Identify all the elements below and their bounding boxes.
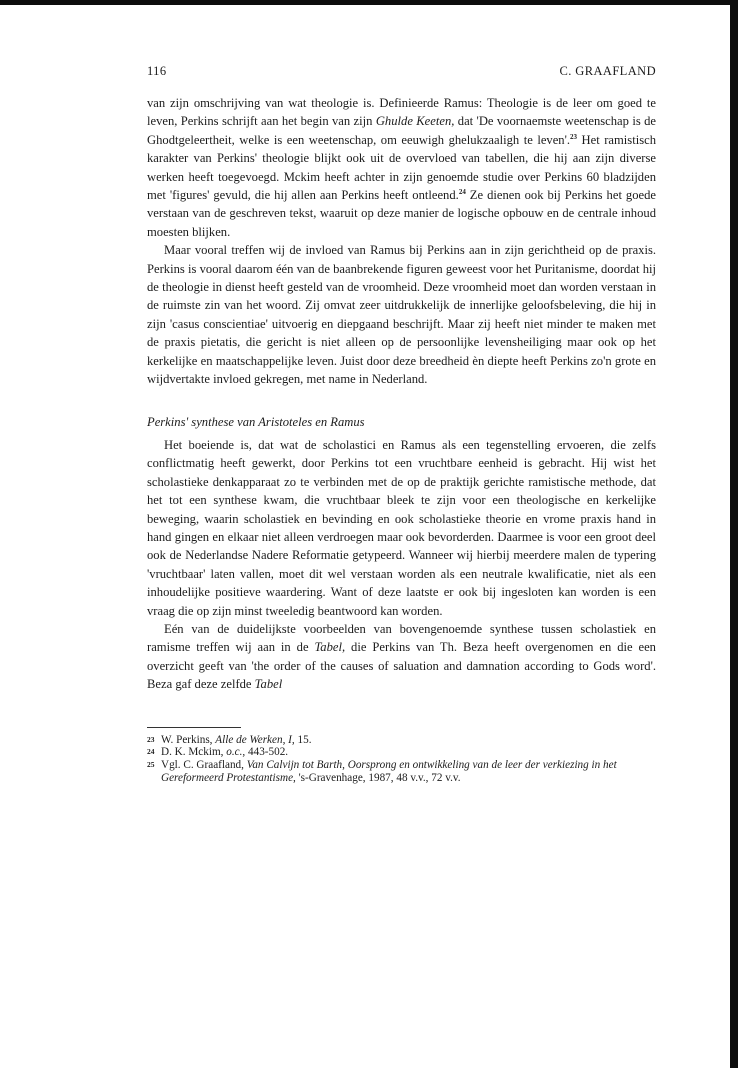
footnote-ref[interactable]: 23 [570, 132, 578, 141]
italic-text: Tabel, [314, 640, 346, 655]
footnote [147, 746, 656, 759]
book-page [147, 64, 656, 785]
footnote-rule [147, 727, 241, 728]
italic-text: Van Calvijn tot Barth, Oorsprong en ontwikkeling van de leer der verkiezing in het Gereformeerd Protestantisme, [161, 759, 617, 784]
text-run: Eén van de duidelijkste voorbeelden van bovengenoemde synthese tussen scholastiek en ramisme treffen wij aan in de [147, 621, 656, 655]
text-run: Vgl. C. Graafland, [161, 759, 247, 772]
footnote-text [161, 759, 656, 785]
scan-border-right [730, 0, 738, 1068]
paragraph-group-intro [147, 94, 656, 389]
text-run: Het boeiende is, dat wat de scholastici en Ramus als een tegenstelling ervoeren, die zelfs conflictmatig heeft gewerkt, door Perkins tot een vruchtbare eenheid is gebracht. Hij wist het scholastieke denkapparaat zo te verbinden met de op de praktijk gerichte ramistische methode, dat het tot een synthese kwam, die vruchtbaar bleek te zijn voor een theologische en kerkelijke beweging, waarin scholastiek en bevinding en ook scholastieke theorie en vrome praxis hand in hand gingen en elkaar niet alleen verdroegen maar ook bevorderden. Daarmee is voor een groot deel ook de Nederlandse Nadere Reformatie getypeerd. Wanneer wij hierbij meerdere malen de typering 'vruchtbaar' laten vallen, moet dit wel verstaan worden als een neutrale kwalificatie, niet als een inhoudelijke positieve waardering. Want of deze laatste er ook bij ingesloten kan worden is een vraag die op zijn minst tweeledig beantwoord kan worden. [147, 437, 656, 618]
text-run: Ze dienen ook bij Perkins het goede verstaan van de geschreven tekst, waaruit op deze manier de logische opbouw en de centrale inhoud moesten blijken. [147, 188, 656, 239]
footnote-number: 25 [147, 760, 155, 770]
section-heading: Perkins' synthese van Aristoteles en Ramus [147, 414, 365, 429]
text-run: dat 'De voornaemste weetenschap is de Ghodtgeleertheit, welke is een weetenschap, om eeuwigh ghelukzaaligh te leven'. [147, 114, 656, 147]
paragraph [147, 620, 656, 694]
paragraph [147, 94, 656, 241]
paragraph [147, 436, 656, 620]
text-run: Het ramistisch karakter van Perkins' theologie blijkt ook uit de overvloed van tabellen, die hij aan zijn diverse werken heeft toegevoegd. Mckim heeft achter in zijn genoemde studie over Perkins 60 bladzijden met 'figures' gevuld, die hij allen aan Perkins heeft ontleend. [147, 132, 656, 203]
text-run: 443-502. [245, 746, 289, 759]
scan-border-top [0, 0, 738, 5]
text-run: Maar vooral treffen wij de invloed van Ramus bij Perkins aan in zijn gerichtheid op de praxis. Perkins is vooral daarom één van de baanbrekende figuren geweest voor het Puritanisme, doordat hij de theologie in dienst heeft gesteld van de vroomheid. Deze vroomheid moet dan worden verstaan in de ruimste zin van het woord. Zij omvat zeer uitdrukkelijk de innerlijke geloofsbeleving, die hij in zijn 'casus conscientiae' uitvoerig en diepgaand beschrijft. Maar zij heeft niet minder te maken met de praxis pietatis, die gericht is niet alleen op de persoonlijke levensheiliging maar ook op het kerkelijke en maatschappelijke leven. Juist door deze breedheid èn diepte heeft Perkins zo'n grote en wijdvertakte invloed gekregen, met name in Nederland. [147, 243, 656, 387]
text-run: die Perkins van Th. Beza heeft overgenomen en die een overzicht geeft van 'the order of the causes of saluation and damnation according to Gods word'. Beza gaf deze zelfde [147, 640, 656, 692]
paragraph-group-section [147, 436, 656, 694]
page-number: 116 [147, 64, 167, 78]
text-run: van zijn omschrijving van wat theologie is. Definieerde Ramus: Theologie is de leer om goed te leven, Perkins schrijft aan het begin van zijn [147, 96, 656, 129]
text-run: 15. [294, 733, 312, 746]
footnotes [147, 734, 656, 785]
footnote [147, 734, 656, 747]
footnote-number: 23 [147, 734, 155, 744]
text-run: 's-Gravenhage, 1987, 48 v.v., 72 v.v. [295, 771, 461, 784]
running-header [147, 64, 656, 79]
text-run: D. K. Mckim, [161, 746, 227, 759]
footnote [147, 759, 656, 785]
italic-text: o.c., [226, 746, 246, 759]
paragraph [147, 241, 656, 388]
footnote-text [161, 734, 656, 747]
text-run: W. Perkins, [161, 733, 216, 746]
italic-text: Alle de Werken, I, [215, 733, 295, 746]
italic-text: Ghulde Keeten, [375, 114, 455, 129]
italic-text: Tabel [254, 677, 283, 692]
footnote-number: 24 [147, 747, 155, 757]
footnote-ref[interactable]: 24 [458, 187, 466, 196]
body-text [147, 94, 656, 694]
running-head-author: C. GRAAFLAND [559, 64, 656, 78]
footnote-text [161, 746, 656, 759]
